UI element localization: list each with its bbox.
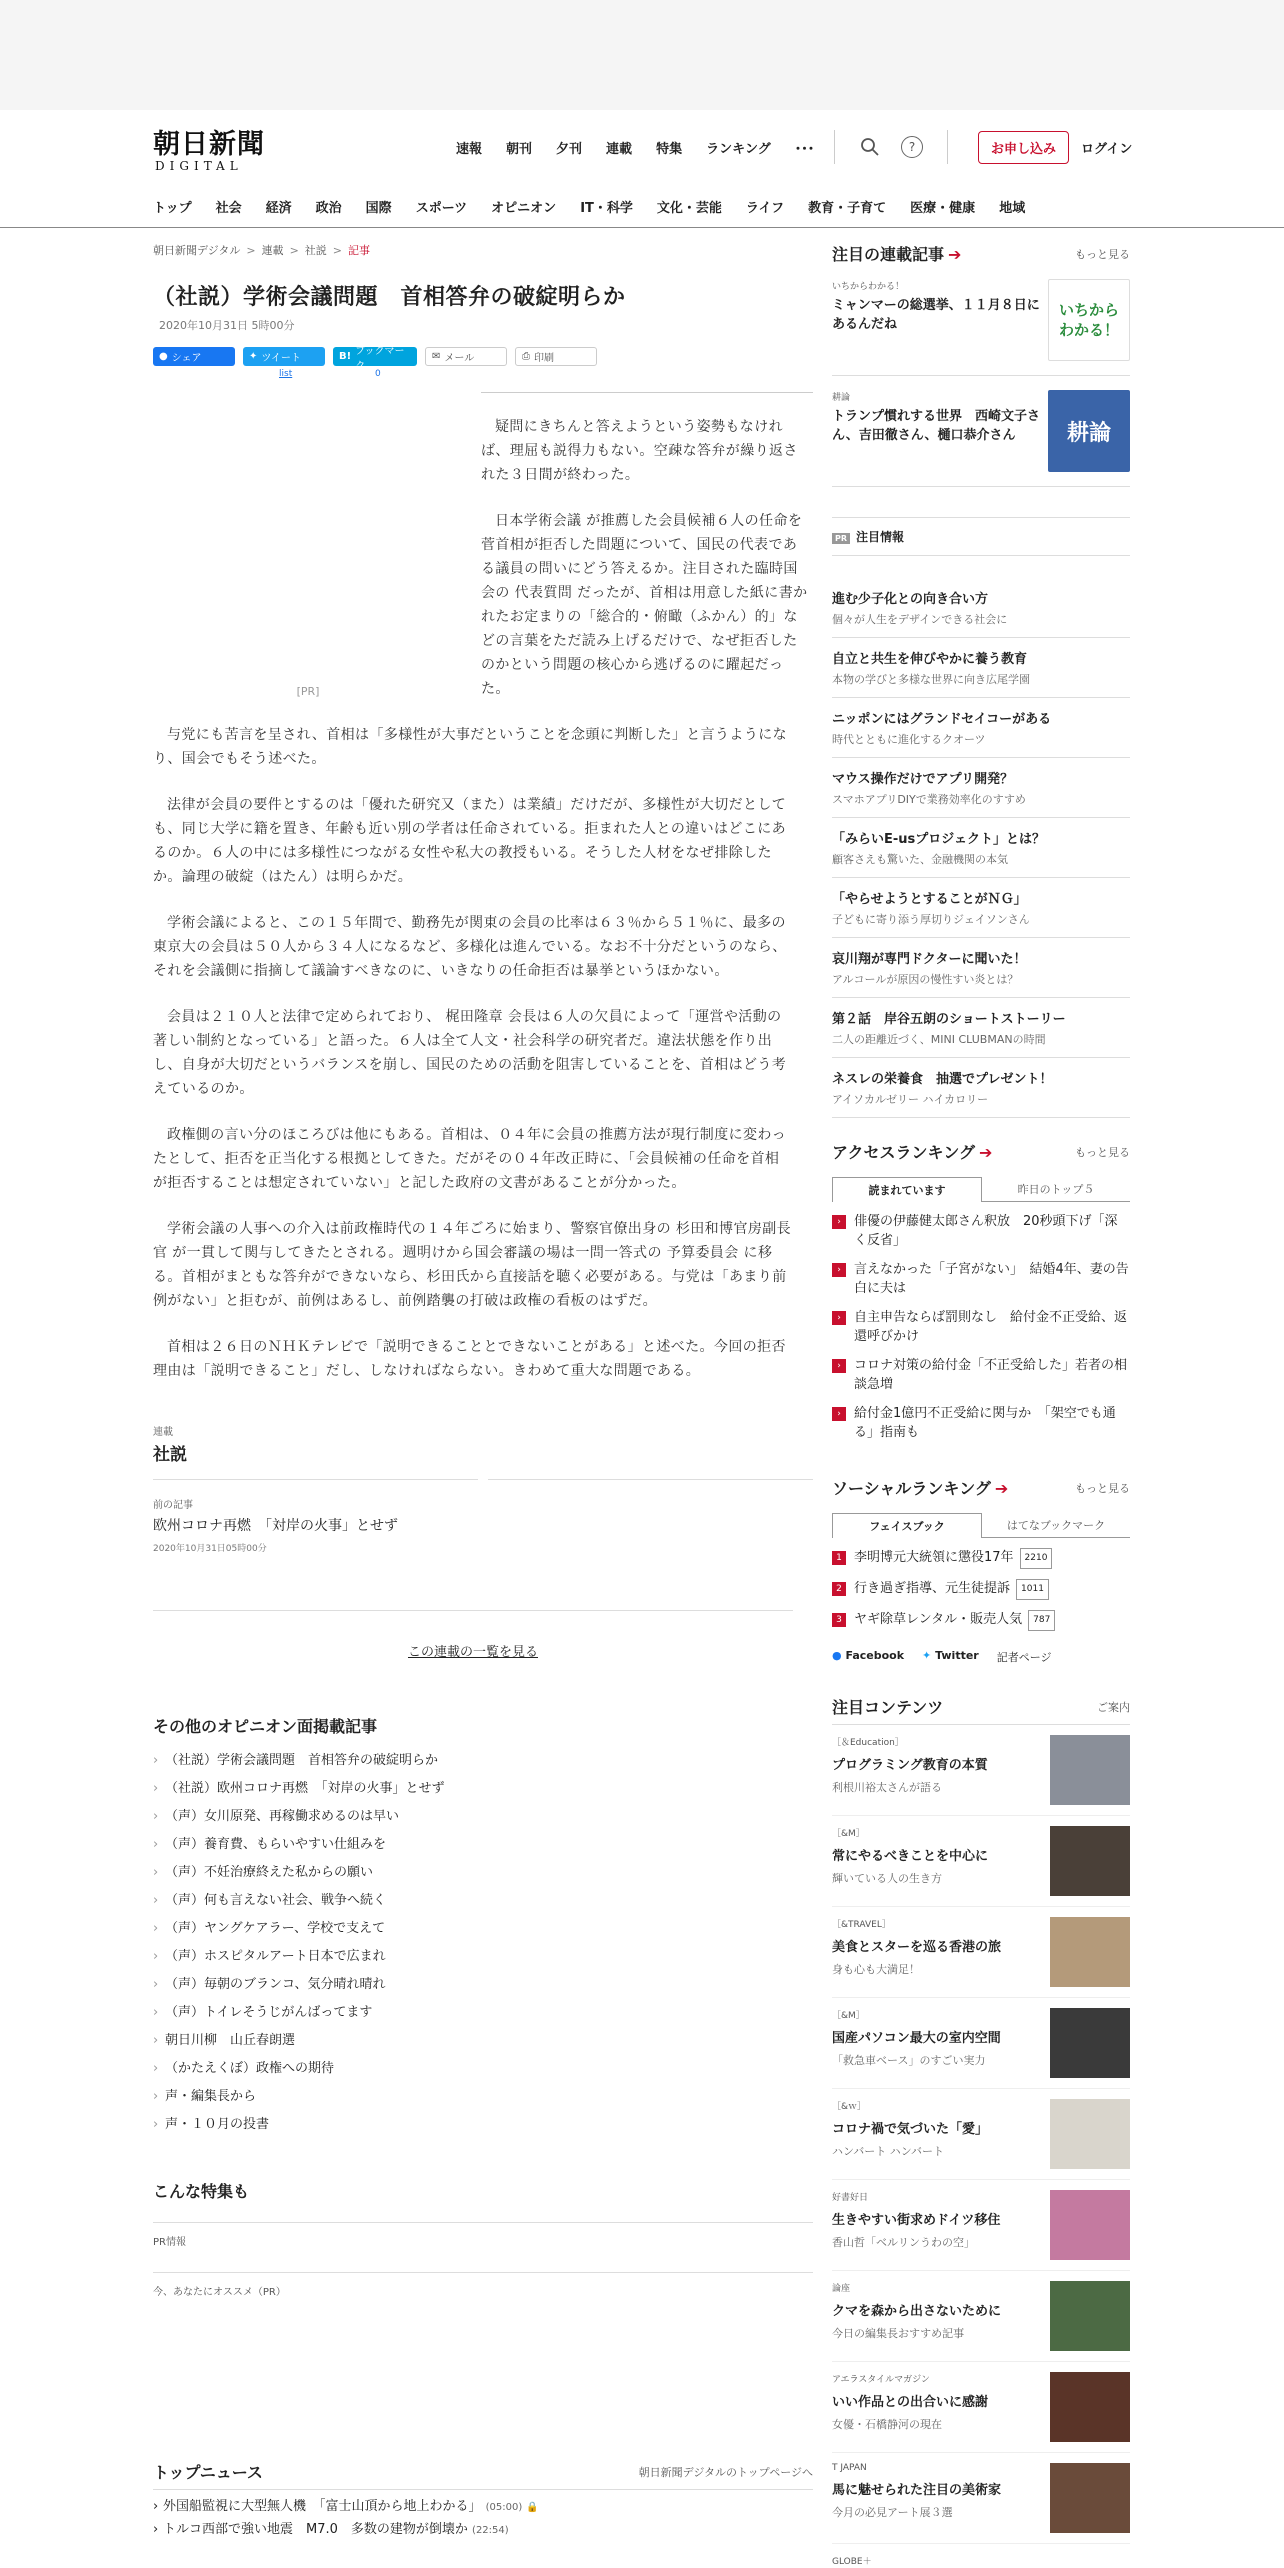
pr-title: ネスレの栄養食 抽選でプレゼント！ (832, 1072, 1053, 1087)
content-thumbnail (1050, 2463, 1130, 2533)
more-menu-icon[interactable]: ･･･ (794, 142, 815, 157)
facebook-share-button[interactable] (153, 347, 235, 366)
paragraph: 会員は２１０人と法律で定められており、 梶田隆章 会長は６人の欠員によって「運営や活動の著しい制約となっている」と語った。６人は全て人文・社会科学の研究者だ。違法状態を作り出し、自身が大切だというバランスを崩し、国民のための活動を阻害していることを、首相はどう考えているのか。 (153, 1009, 787, 1097)
pr-sub: 顧客さえも驚いた、金融機関の本気 (832, 853, 1008, 866)
series-box (153, 1423, 813, 1660)
divider (481, 392, 813, 393)
pr-title: 自立と共生を伸びやかに養う教育 (832, 652, 1028, 667)
social-more-link[interactable]: もっと見る (1075, 1481, 1130, 1495)
content-kicker: ［&TRAVEL］ (832, 1920, 891, 1930)
twitter-share-button[interactable] (243, 347, 325, 366)
cat-economy[interactable]: 経済 (265, 201, 292, 216)
access-tabs (832, 1177, 1130, 1202)
content-card[interactable] (832, 1725, 1130, 1816)
breadcrumb-current: 記事 (348, 244, 370, 257)
list-item[interactable]: › （かたえくぼ）政権への期待 (153, 2055, 813, 2083)
rank-arrow-icon: › (832, 1215, 846, 1229)
pr-item[interactable] (832, 878, 1130, 938)
content-sub: 香山哲「ベルリンうわの空」 (832, 2236, 975, 2249)
content-title: 馬に魅せられた注目の美術家 (832, 2483, 1002, 2498)
cat-life[interactable]: ライフ (745, 201, 785, 216)
subscribe-button[interactable]: お申し込み (978, 131, 1069, 164)
article-column (153, 242, 813, 2298)
nav-rensai[interactable]: 連載 (606, 142, 633, 157)
nav-choukan[interactable]: 朝刊 (506, 142, 533, 157)
login-link[interactable]: ログイン (1081, 141, 1133, 157)
content-kicker: ［&M］ (832, 1829, 865, 1839)
content-card[interactable] (832, 1816, 1130, 1907)
content-card[interactable] (832, 2362, 1130, 2453)
access-list (832, 1212, 1130, 1442)
twitter-link-label: Twitter (935, 1649, 979, 1662)
card-thumbnail: いちから わかる！ (1048, 279, 1130, 361)
social-heading (832, 1476, 1008, 1499)
paragraph: 学術会議によると、この１５年間で、勤務先が関東の会員の比率は６３％から５１％に、最多の東京大の会員は５０人から３４人になるなど、多様化は進んでいる。なお不十分だというのなら、それを会議側に指摘して議論すべきなのに、いきなりの任命拒否は暴挙というほかない。 (153, 915, 787, 979)
rank-number: 2 (832, 1582, 846, 1596)
content-sub: 利根川裕太さんが語る (832, 1781, 942, 1794)
reporter-page-link[interactable]: 記者ページ (996, 1651, 1052, 1664)
facebook-link[interactable] (832, 1649, 904, 1665)
pr-heading-text: 注目情報 (856, 530, 905, 544)
twitter-count[interactable]: list (279, 369, 293, 379)
paragraph: 首相は２６日のＮＨＫテレビで「説明できることとできないことがある」と述べた。今回の拒否理由は「説明できること」だし、しなければならない。きわめて重大な問題である。 (153, 1339, 786, 1379)
content-thumbnail (1050, 2554, 1130, 2568)
card-title: トランプ慣れする世界 西崎文子さん、吉田徹さん、樋口恭介さん (832, 409, 1041, 443)
contents-list (832, 1725, 1130, 2568)
pr-item[interactable] (832, 1058, 1130, 1118)
rank-arrow-icon: › (832, 1311, 846, 1325)
lock-icon: 🔒 (526, 2502, 539, 2513)
ranking-title: ヤギ除草レンタル・販売人気 (854, 1612, 1023, 1627)
pr-sub: 子どもに寄り添う厚切りジェイソンさん (832, 913, 1030, 926)
content-kicker: ［&ｗ］ (832, 2102, 867, 2112)
access-ranking-header (832, 1140, 1130, 1163)
tab-read[interactable]: 読まれています (832, 1177, 982, 1202)
divider (834, 130, 835, 164)
content-title: 生きやすい街求めドイツ移住 (832, 2213, 1001, 2228)
content-thumbnail (1050, 2281, 1130, 2351)
article-date: 2020年10月31日 5時00分 (159, 319, 295, 332)
pr-title: 進む少子化との向き合い方 (832, 592, 989, 607)
top-news-link[interactable]: 朝日新聞デジタルのトップページへ (638, 2465, 813, 2479)
top-news (153, 2460, 813, 2542)
list-item[interactable]: › （声）養育費、もらいやすい仕組みを (153, 1831, 813, 1859)
ranking-item[interactable] (832, 1308, 1130, 1346)
content-thumbnail (1050, 1826, 1130, 1896)
contents-header (832, 1695, 1130, 1725)
content-kicker: アエラスタイルマガジン (832, 2375, 930, 2385)
content-thumbnail (1050, 2008, 1130, 2078)
content-title: 国産パソコン最大の室内空間 (832, 2031, 1001, 2046)
rank-number: 3 (832, 1613, 846, 1627)
twitter-link[interactable] (922, 1649, 979, 1665)
pr-info-label: PR情報 (153, 2222, 813, 2248)
content-title: 美食とスターを巡る香港の旅 (832, 1940, 1002, 1955)
content-thumbnail (1050, 1917, 1130, 1987)
nav-yukan[interactable]: 夕刊 (556, 142, 583, 157)
card-kicker: いちからわかる！ (832, 282, 905, 292)
paragraph: 与党にも苦言を呈され、首相は「多様性が大事だということを念頭に判断した」と言うようになり、国会でもそう述べた。 (153, 727, 788, 767)
list-item[interactable]: › 声・編集長から (153, 2083, 813, 2111)
share-count: 787 (1028, 1610, 1055, 1631)
featured-card[interactable] (832, 376, 1130, 487)
breadcrumb-home[interactable]: 朝日新聞デジタル (153, 244, 241, 257)
twitter-share-label: ツイート (261, 353, 301, 364)
list-item[interactable]: › （声）ヤングケアラー、学校で支えて (153, 1915, 813, 1943)
card-title: ミャンマーの総選挙、１１月８日にあるんだね (832, 298, 1040, 332)
rank-arrow-icon: › (832, 1359, 846, 1373)
facebook-icon: ● (832, 1649, 842, 1662)
right-rail (832, 242, 1130, 2568)
print-label: 印刷 (534, 353, 554, 364)
cat-education[interactable]: 教育・子育て (808, 201, 887, 216)
content-card[interactable] (832, 2453, 1130, 2544)
pr-title: 第２話 岸谷五朗のショートストーリー (832, 1012, 1066, 1027)
arrow-right-icon: ➔ (979, 1143, 993, 1162)
ranking-item[interactable] (832, 1548, 1130, 1569)
ranking-item[interactable] (832, 1212, 1130, 1250)
content-card[interactable] (832, 1998, 1130, 2089)
featured-card[interactable] (832, 265, 1130, 376)
see-all-series-link[interactable]: この連載の一覧を見る (153, 1610, 793, 1660)
content-sub: ハンバート ハンバート (832, 2145, 944, 2158)
content-card[interactable] (832, 2271, 1130, 2362)
list-item[interactable] (153, 2496, 813, 2519)
breadcrumb: 朝日新聞デジタル > 連載 > 社説 > 記事 (153, 244, 370, 257)
ranking-item[interactable] (832, 1579, 1130, 1600)
top-news-list (153, 2496, 813, 2542)
series-name[interactable]: 社説 (153, 1445, 187, 1465)
social-tabs (832, 1513, 1130, 1538)
list-item[interactable] (153, 2519, 813, 2542)
ranking-title: 自主申告ならば罰則なし 給付金不正受給、返還呼びかけ (854, 1310, 1128, 1344)
twitter-icon: ✦ (249, 351, 258, 362)
rank-arrow-icon: › (832, 1263, 846, 1277)
lead-text (481, 415, 811, 701)
cat-health[interactable]: 医療・健康 (910, 201, 976, 216)
content-kicker: 論座 (832, 2284, 851, 2294)
cat-international[interactable]: 国際 (365, 201, 392, 216)
list-item[interactable]: › （社説）学術会議問題 首相答弁の破綻明らか (153, 1747, 813, 1775)
content-card[interactable] (832, 2544, 1130, 2568)
pr-title: 「やらせようとすることがＮＧ」 (832, 892, 1027, 907)
pr-sub: アルコールが原因の慢性すい炎とは？ (832, 973, 1019, 986)
list-item[interactable]: › （声）不妊治療終えた私からの願い (153, 1859, 813, 1887)
hatena-count[interactable]: 0 (375, 369, 381, 379)
pr-ad-slot[interactable]: [PR] (296, 685, 320, 698)
cat-culture[interactable]: 文化・芸能 (656, 201, 722, 216)
pr-item[interactable] (832, 998, 1130, 1058)
nav-sokuho[interactable]: 速報 (456, 142, 483, 157)
hatena-icon: B! (339, 351, 352, 362)
breadcrumb-shasetsu[interactable]: 社説 (304, 244, 327, 257)
article-body (153, 723, 793, 1383)
facebook-share-label: シェア (171, 353, 202, 364)
access-heading-text: アクセスランキング (832, 1143, 976, 1162)
opinion-list (153, 1747, 813, 2139)
article-title: （社説）学術会議問題 首相答弁の破綻明らか (153, 285, 626, 310)
hatena-bookmark-button[interactable] (333, 345, 417, 372)
content-title: クマを森から出さないために (832, 2304, 1002, 2319)
content-kicker: 好書好日 (832, 2193, 869, 2203)
pr-sub: 本物の学びと多様な世界に向き広尾学園 (832, 673, 1030, 686)
rank-number: 1 (832, 1551, 846, 1565)
ranking-title: 言えなかった「子宮がない」 結婚4年、妻の告白に夫は (854, 1262, 1129, 1296)
pr-item[interactable] (832, 578, 1130, 638)
access-heading (832, 1140, 992, 1163)
pr-title: マウス操作だけでアプリ開発？ (832, 772, 1014, 787)
content-sub: 輝いている人の生き方 (832, 1872, 942, 1885)
ranking-title: 給付金1億円不正受給に関与か 「架空でも通る」指南も (854, 1406, 1116, 1440)
content-thumbnail (1050, 1735, 1130, 1805)
content-card[interactable] (832, 1907, 1130, 1998)
opinion-heading: その他のオピニオン面掲載記事 (153, 1717, 378, 1736)
arrow-right-icon: ➔ (948, 245, 962, 264)
facebook-link-label: Facebook (845, 1649, 905, 1662)
rank-arrow-icon: › (832, 1407, 846, 1421)
cat-politics[interactable]: 政治 (315, 201, 342, 216)
twitter-icon: ✦ (922, 1649, 932, 1662)
content-thumbnail (1050, 2190, 1130, 2260)
share-count: 2210 (1020, 1548, 1053, 1569)
featured-heading-text: 注目の連載記事 (832, 245, 945, 264)
featured-more-link[interactable]: もっと見る (1075, 247, 1130, 261)
content-kicker: ［＆Education］ (832, 1738, 904, 1748)
content-card[interactable] (832, 2180, 1130, 2271)
content-sub: 女優・石橋静河の現在 (832, 2418, 942, 2431)
content-thumbnail (1050, 2372, 1130, 2442)
list-item[interactable]: › （声）トイレそうじがんばってます (153, 1999, 813, 2027)
tab-yesterday[interactable]: 昨日のトップ５ (982, 1177, 1130, 1202)
paragraph: 学術会議の人事への介入は前政権時代の１４年ごろに始まり、警察官僚出身の 杉田和博官房副長官 が一貫して関与してきたとされる。週明けから国会審議の場は一問一答式の 予算委員会 に移る。首相がまともな答弁ができないなら、杉田氏から直接話を聴く必要がある。与党は「あまり前例がない」と拒むが、前例はあるし、前例踏襲の打破は政権の看板のはずだ。 (153, 1221, 792, 1309)
news-title: 外国船監視に大型無人機 「富士山頂から地上わかる」 (163, 2499, 482, 2514)
pr-item[interactable] (832, 638, 1130, 698)
news-time: (22:54) (472, 2525, 509, 2536)
featured-heading (832, 242, 961, 265)
cat-it-science[interactable]: IT・科学 (580, 201, 633, 216)
lead-area (153, 415, 813, 701)
arrow-right-icon: ➔ (994, 1479, 1009, 1498)
prev-title[interactable]: 欧州コロナ再燃 「対岸の火事」とせず (153, 1518, 398, 1534)
top-nav (456, 138, 838, 157)
pr-title: 「みらいE-usプロジェクト」とは？ (832, 832, 1046, 847)
social-heading-text: ソーシャルランキング (832, 1479, 991, 1498)
cat-sports[interactable]: スポーツ (415, 201, 468, 216)
news-title: トルコ西部で強い地震 M7.0 多数の建物が倒壊か (163, 2522, 468, 2537)
pr-sub: 個々が人生をデザインできる社会に (832, 613, 1008, 626)
content-kicker: GLOBE＋ (832, 2557, 872, 2567)
content-card[interactable] (832, 2089, 1130, 2180)
mail-label: メール (444, 353, 475, 364)
list-item[interactable]: › 声・１０月の投書 (153, 2111, 813, 2139)
ranking-item[interactable] (832, 1404, 1130, 1442)
tab-facebook[interactable]: フェイスブック (832, 1513, 982, 1538)
pr-sub: アイソカルゼリー ハイカロリー (832, 1093, 989, 1106)
ranking-title: 行き過ぎ指導、元生徒提訴 (854, 1581, 1011, 1596)
paragraph: 疑問にきちんと答えようという姿勢もなければ、理屈も説得力もない。空疎な答弁が繰り返された３日間が終わった。 (481, 419, 798, 483)
list-item[interactable]: › （声）毎朝のブランコ、気分晴れ晴れ (153, 1971, 813, 1999)
social-links (832, 1649, 1130, 1665)
access-more-link[interactable]: もっと見る (1075, 1145, 1130, 1159)
content-title: コロナ禍で気づいた「愛」 (832, 2122, 989, 2137)
breadcrumb-rensai[interactable]: 連載 (261, 244, 284, 257)
ranking-item[interactable] (832, 1260, 1130, 1298)
category-nav (153, 197, 1049, 216)
card-thumbnail: 耕論 (1048, 390, 1130, 472)
tab-hatena[interactable]: はてなブックマーク (982, 1513, 1130, 1538)
ranking-item[interactable] (832, 1356, 1130, 1394)
mail-button[interactable] (425, 347, 507, 366)
content-title: プログラミング教育の本質 (832, 1758, 988, 1773)
site-logo[interactable] (153, 122, 283, 172)
content-thumbnail (1050, 2099, 1130, 2169)
share-bar (153, 345, 813, 379)
content-title: いい作品との出合いに感謝 (832, 2395, 989, 2410)
help-icon[interactable]: ? (901, 136, 923, 158)
contents-more-link[interactable]: ご案内 (1097, 1700, 1130, 1714)
featured-header (832, 242, 1130, 265)
logo-sub: DIGITAL (155, 159, 243, 173)
nav-tokushu[interactable]: 特集 (656, 142, 683, 157)
hatena-label: ブックマーク (355, 345, 405, 372)
paragraph: 法律が会員の要件とするのは「優れた研究又（また）は業績」だけだが、多様性が大切だとしても、同じ大学に籍を置き、年齢も近い別の学者は任命されている。拒まれた人との違いはどこにあるのか。６人の中には多様性につながる女性や私大の教授もいる。そうした人材をなぜ排除したか。論理の破綻（はたん）は明らかだ。 (153, 797, 787, 885)
facebook-icon: ● (159, 351, 168, 362)
ranking-title: 李明博元大統領に懲役17年 (854, 1550, 1014, 1565)
ranking-title: 俳優の伊藤健太郎さん釈放 20秒頭下げ「深く反省」 (854, 1214, 1118, 1248)
nav-ranking[interactable]: ランキング (706, 142, 771, 157)
pr-item[interactable] (832, 758, 1130, 818)
previous-article[interactable] (153, 1496, 813, 1554)
share-count: 1011 (1016, 1579, 1049, 1600)
content-kicker: ［&M］ (832, 2011, 865, 2021)
cat-top[interactable]: トップ (153, 201, 192, 216)
pr-item[interactable] (832, 938, 1130, 998)
content-kicker: T JAPAN (832, 2463, 867, 2473)
pr-sub: スマホアプリDIYで業務効率化のすすめ (832, 793, 1026, 806)
divider (947, 130, 948, 164)
prev-label: 前の記事 (153, 1500, 193, 1511)
list-item[interactable]: › 朝日川柳 山丘春朗選 (153, 2027, 813, 2055)
pr-list (832, 578, 1130, 1118)
feature-heading: こんな特集も (153, 2182, 250, 2201)
logo-main: 朝日新聞 (153, 129, 265, 160)
pr-sub: 二人の距離近づく、MINI CLUBMANの時間 (832, 1033, 1046, 1046)
series-label: 連載 (153, 1427, 173, 1438)
series-divider (153, 1479, 813, 1480)
content-sub: 身も心も大満足！ (832, 1963, 920, 1976)
pr-title: 哀川翔が専門ドクターに聞いた！ (832, 952, 1027, 967)
cat-opinion[interactable]: オピニオン (491, 201, 557, 216)
top-gray-bar (0, 0, 1284, 110)
content-sub: 今月の必見アート展３選 (832, 2506, 953, 2519)
pr-heading (832, 517, 1130, 556)
content-title: 常にやるべきことを中心に (832, 1849, 989, 1864)
paragraph: 政権側の言い分のほころびは他にもある。首相は、０４年に会員の推薦方法が現行制度に変わったとして、拒否を正当化する根拠としてきた。だがその０４年改正時に、「会員候補の任命を首相が拒否することは想定されていない」と記した政府の文書があることが分かった。 (153, 1127, 787, 1191)
print-button[interactable] (515, 347, 597, 366)
print-icon: ⎙ (522, 351, 530, 362)
ranking-item[interactable] (832, 1610, 1130, 1631)
content-sub: 「救急車ベース」のすごい実力 (832, 2054, 986, 2067)
list-item[interactable]: › （社説）欧州コロナ再燃 「対岸の火事」とせず (153, 1775, 813, 1803)
cat-society[interactable]: 社会 (215, 201, 242, 216)
header-actions (820, 130, 1132, 164)
news-time: (05:00) (485, 2502, 523, 2513)
social-list (832, 1548, 1130, 1631)
top-news-header (153, 2460, 813, 2490)
ranking-title: コロナ対策の給付金「不正受給した」若者の相談急増 (854, 1358, 1128, 1392)
search-icon[interactable] (859, 136, 881, 158)
pr-sub: 時代とともに進化するクオーツ (832, 733, 986, 746)
mail-icon: ✉ (432, 351, 441, 362)
recommend-label: 今、あなたにオススメ（PR） (153, 2272, 813, 2298)
site-header (0, 110, 1284, 228)
pr-badge-icon: PR (832, 533, 850, 544)
prev-date: 2020年10月31日05時00分 (153, 1544, 267, 1554)
top-news-heading: トップニュース (153, 2463, 263, 2482)
list-item[interactable]: › （声）ホスピタルアート日本で広まれ (153, 1943, 813, 1971)
cat-region[interactable]: 地域 (999, 201, 1026, 216)
card-kicker: 耕論 (832, 393, 851, 403)
pr-item[interactable] (832, 698, 1130, 758)
paragraph: 日本学術会議 が推薦した会員候補６人の任命を菅首相が拒否した問題について、国民の代表である議員の問いにどう答えるか。注目された臨時国会の 代表質問 だったが、首相は用意した紙に書かれたお定まりの「総合的・俯瞰（ふかん）的」などの言葉をただ読み上げるだけで、なぜ拒否したのかという問題の核心から逃げるのに躍起だった。 (481, 513, 808, 697)
pr-item[interactable] (832, 818, 1130, 878)
content-sub: 今日の編集長おすすめ記事 (832, 2327, 965, 2340)
contents-heading: 注目コンテンツ (832, 1698, 944, 1717)
list-item[interactable]: › （声）女川原発、再稼働求めるのは早い (153, 1803, 813, 1831)
list-item[interactable]: › （声）何も言えない社会、戦争へ続く (153, 1887, 813, 1915)
pr-title: ニッポンにはグランドセイコーがある (832, 712, 1052, 727)
social-ranking-header (832, 1476, 1130, 1499)
